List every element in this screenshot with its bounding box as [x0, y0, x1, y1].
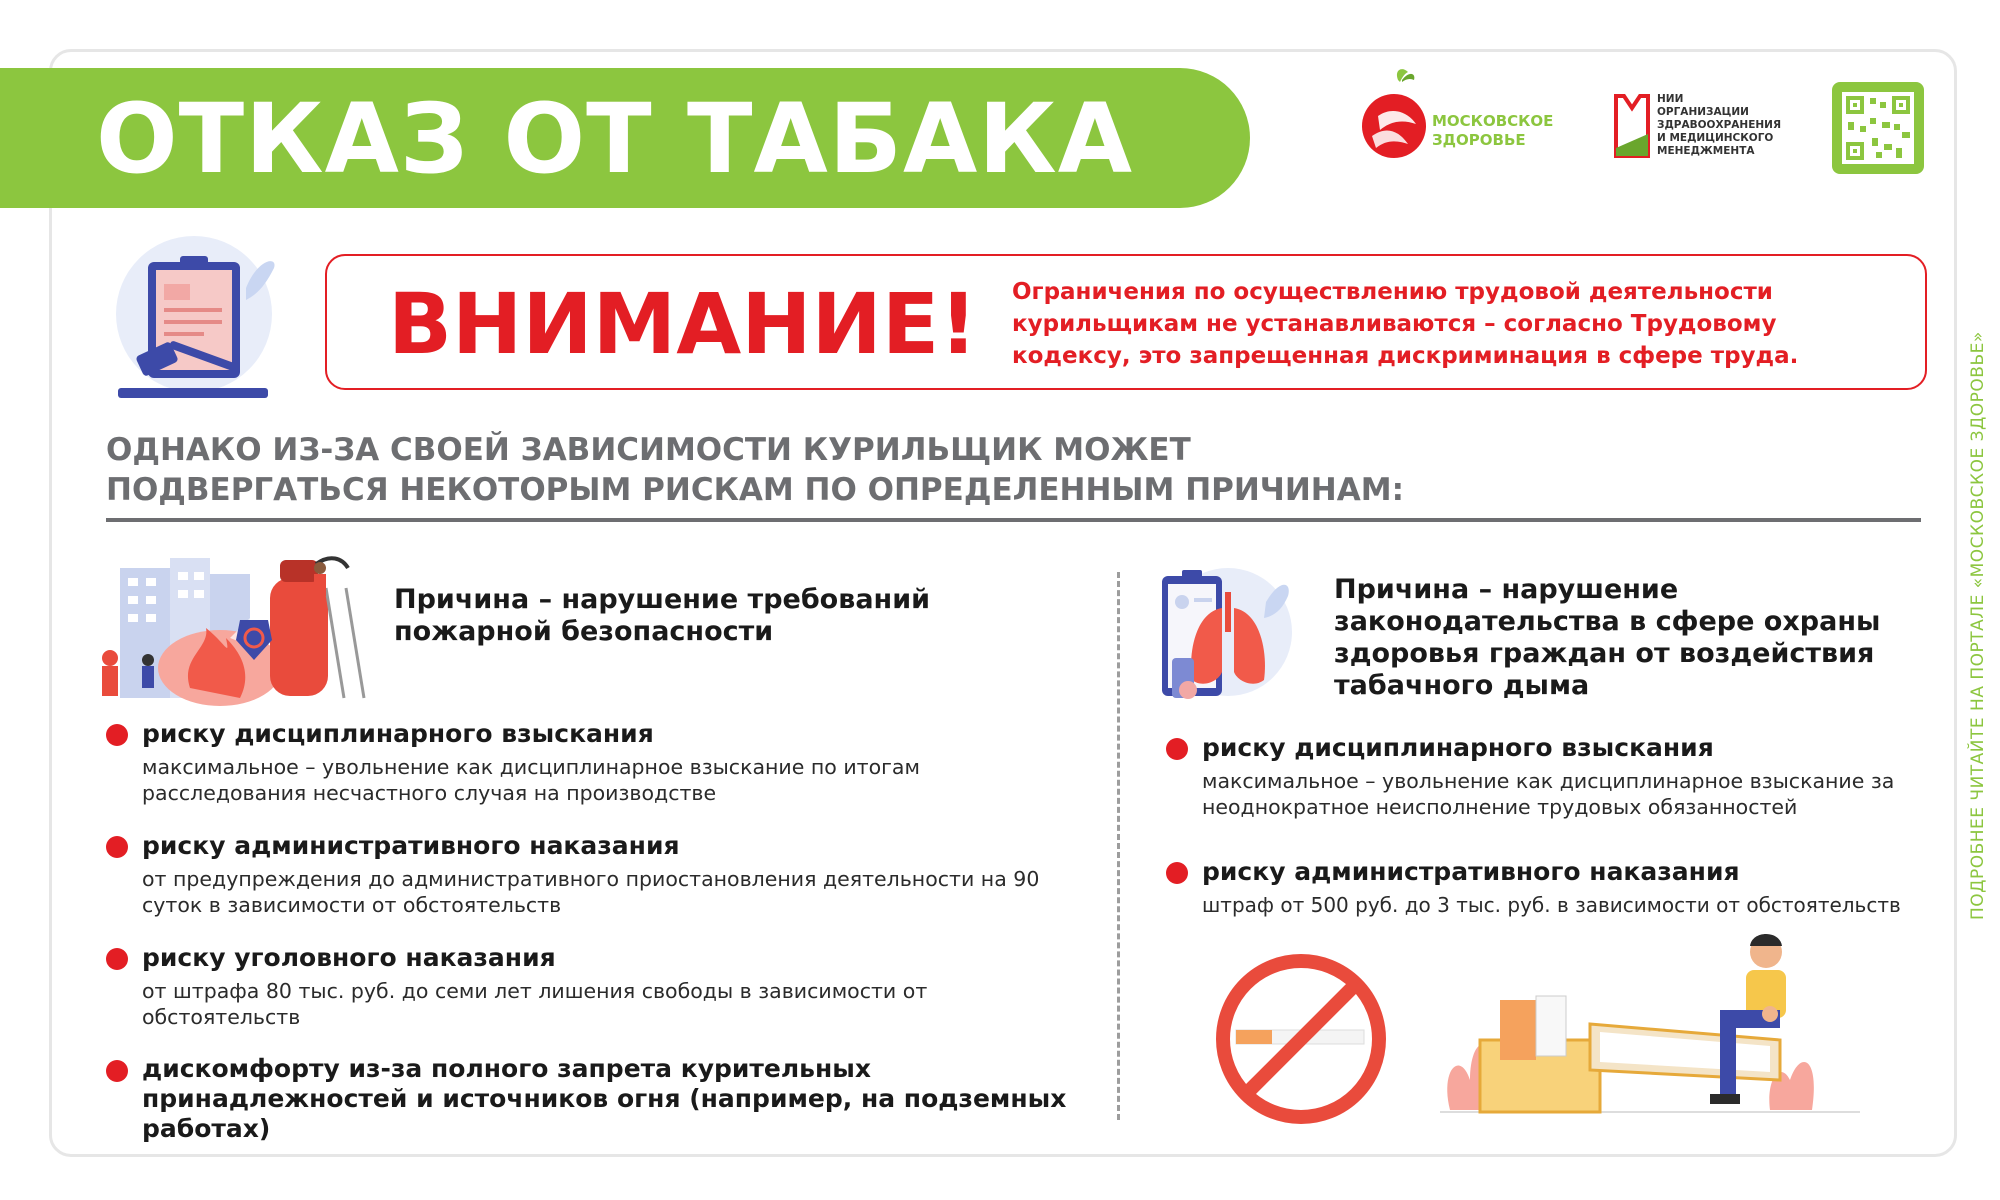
- item-description: максимальное – увольнение как дисциплинарное взыскание по итогам расследования несчастного случая на производстве: [142, 755, 920, 805]
- no-smoking-icon: [1212, 950, 1390, 1128]
- list-item: [106, 1054, 1086, 1143]
- item-title: риску уголовного наказания: [142, 943, 556, 972]
- clipboard-gavel-icon: [108, 228, 288, 408]
- attention-text: Ограничения по осуществлению трудовой деятельности курильщикам не устанавливаются – согласно Трудовому кодексу, это запрещенная дискриминация в сфере труда.: [1012, 279, 1799, 369]
- list-item: [106, 830, 1086, 917]
- bullet-icon: [106, 836, 128, 858]
- item-title: риску дисциплинарного взыскания: [1202, 733, 1714, 762]
- bullet-icon: [1166, 862, 1188, 884]
- item-title: дискомфорту из-за полного запрета курительных принадлежностей и источников огня (например, на подземных работах): [142, 1054, 1067, 1143]
- item-description: от предупреждения до административного приостановления деятельности на 90 суток в зависимости от обстоятельств: [142, 867, 1040, 917]
- moscow-health-logo-text: МОСКОВСКОЕ ЗДОРОВЬЕ: [1432, 112, 1554, 149]
- side-portal-note: ПОДРОБНЕЕ ЧИТАЙТЕ НА ПОРТАЛЕ «МОСКОВСКОЕ ЗДОРОВЬЕ»: [1968, 331, 1988, 920]
- intro-heading: ОДНАКО ИЗ-ЗА СВОЕЙ ЗАВИСИМОСТИ КУРИЛЬЩИК МОЖЕТ ПОДВЕРГАТЬСЯ НЕКОТОРЫМ РИСКАМ ПО ОПРЕДЕЛЕННЫМ ПРИЧИНАМ:: [106, 432, 1404, 508]
- column-separator: [1117, 572, 1120, 1120]
- man-on-cigarettes-illustration-icon: [1440, 930, 1860, 1120]
- item-description: максимальное – увольнение как дисциплинарное взыскание за неоднократное неисполнение трудовых обязанностей: [1202, 769, 1895, 819]
- bullet-icon: [106, 948, 128, 970]
- list-item: [1166, 732, 1946, 822]
- list-item: [1166, 856, 1946, 926]
- item-title: риску дисциплинарного взыскания: [142, 719, 654, 748]
- item-title: риску административного наказания: [142, 831, 680, 860]
- list-item: [106, 942, 1086, 1029]
- bullet-icon: [106, 724, 128, 746]
- nii-logo-text: НИИ ОРГАНИЗАЦИИ ЗДРАВООХРАНЕНИЯ И МЕДИЦИНСКОГО МЕНЕДЖМЕНТА: [1657, 93, 1782, 157]
- page-title: ОТКАЗ ОТ ТАБАКА: [96, 83, 1134, 195]
- qr-code-icon[interactable]: [1832, 82, 1924, 174]
- item-description: от штрафа 80 тыс. руб. до семи лет лишения свободы в зависимости от обстоятельств: [142, 979, 928, 1029]
- bullet-icon: [1166, 738, 1188, 760]
- item-description: штраф от 500 руб. до 3 тыс. руб. в зависимости от обстоятельств: [1202, 893, 1901, 917]
- attention-heading: ВНИМАНИЕ!: [388, 275, 978, 373]
- list-item: [106, 718, 1086, 805]
- fire-safety-illustration-icon: [80, 548, 380, 708]
- item-title: риску административного наказания: [1202, 857, 1740, 886]
- left-cause-heading: Причина – нарушение требований пожарной безопасности: [394, 584, 931, 647]
- nii-logo-icon: [1612, 92, 1652, 164]
- lungs-illustration-icon: [1156, 562, 1296, 708]
- bullet-icon: [106, 1060, 128, 1082]
- divider: [106, 518, 1921, 522]
- right-cause-heading: Причина – нарушение законодательства в сфере охраны здоровья граждан от воздействия табачного дыма: [1334, 574, 1881, 701]
